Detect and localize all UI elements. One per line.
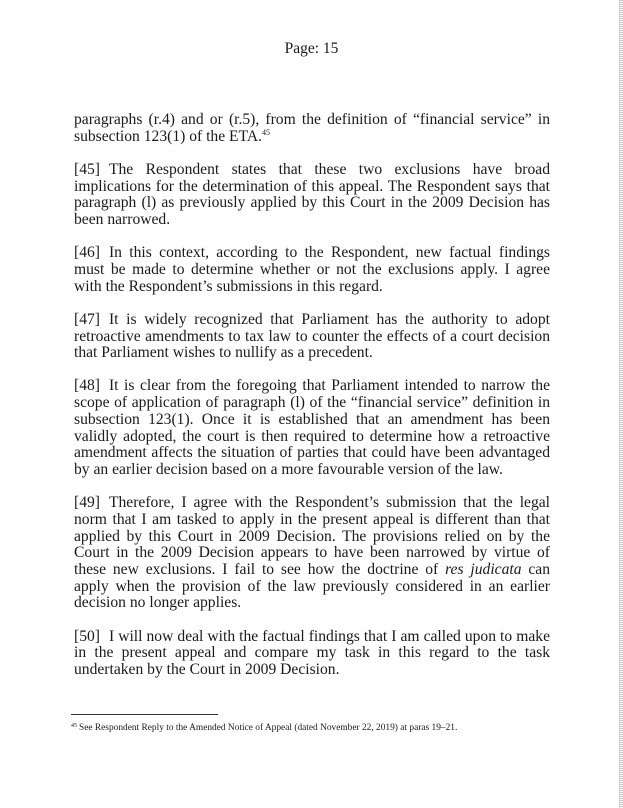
document-body [74,112,550,695]
paragraph-50 [74,629,550,679]
paragraph-text-before-italic: Therefore, I agree with the Respondent’s submission that the legal norm that I am tasked to apply in the present appeal is different than that applied by this Court in 2009 Decision. The provisions relied on by the Court in the 2009 Decision appears to have been narrowed by virtue of these new exclusions. I fail to see how the doctrine of [74,494,550,578]
paragraph-text: I will now deal with the factual findings that I am called upon to make in the present appeal and compare my task in this regard to the task undertaken by the Court in 2009 Decision. [74,627,550,678]
paragraph-number: [48] [74,377,100,395]
paragraph-continuation [74,112,550,145]
paragraph-45 [74,162,550,229]
paragraph-number: [45] [74,160,100,178]
paragraph-48 [74,378,550,478]
footnote-45 [71,722,571,734]
paragraph-text-after-italic: can apply when the provision of the law previously considered in an earlier decision no longer applies. [74,560,550,612]
footnote-number: 45 [71,723,77,729]
page-number-header: Page: 15 [284,40,339,57]
paragraph-number: [46] [74,244,100,262]
paragraph-text: It is widely recognized that Parliament has the authority to adopt retroactive amendments to tax law to counter the effects of a court decision that Parliament wishes to nullify as a precedent. [74,310,550,362]
paragraph-number: [49] [74,494,100,512]
footnote-reference[interactable]: 45 [262,127,271,137]
paragraph-47 [74,312,550,362]
paragraph-number: [50] [74,627,100,645]
page-edge-scan-border [619,0,623,808]
paragraph-46 [74,245,550,295]
italic-term-res-judicata: res judicata [445,560,522,578]
paragraph-text: The Respondent states that these two exclusions have broad implications for the determination of this appeal. The Respondent says that paragraph (l) as previously applied by this Court in the 2009 Decision has been narrowed. [74,160,550,229]
paragraph-text: In this context, according to the Respondent, new factual findings must be made to determine whether or not the exclusions apply. I agree with the Respondent’s submissions in this regard. [74,244,550,295]
paragraph-49 [74,495,550,612]
paragraph-number: [47] [74,310,100,328]
paragraph-text: paragraphs (r.4) and or (r.5), from the definition of “financial service” in subsection 123(1) of the ETA. [74,111,550,145]
paragraph-text: It is clear from the foregoing that Parliament intended to narrow the scope of application of paragraph (l) of the “financial service” definition in subsection 123(1). Once it is established that an amendment has been validly adopted, the court is then required to determine how a retroactive amendment affects the situation of parties that could have been advantaged by an earlier decision based on a more favourable version of the law. [74,377,550,478]
footnote-separator [71,714,218,715]
footnote-text: See Respondent Reply to the Amended Notice of Appeal (dated November 22, 2019) at paras 19–21. [79,723,458,733]
